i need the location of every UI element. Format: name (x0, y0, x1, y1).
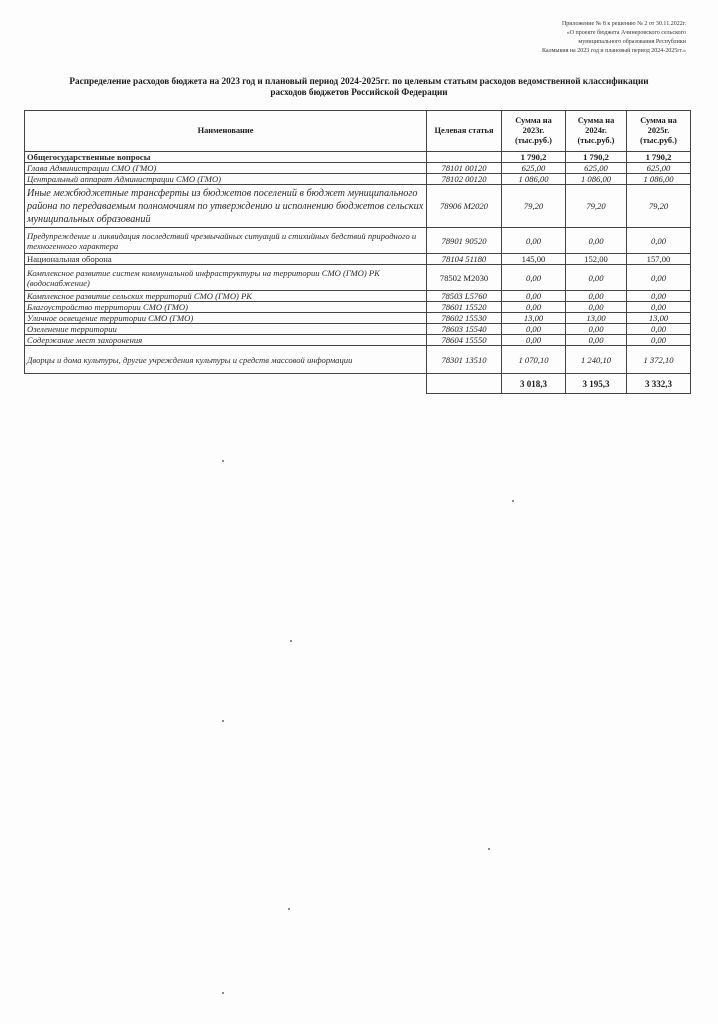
row-2024: 152,00 (566, 254, 627, 265)
row-2024: 0,00 (566, 291, 627, 302)
table-row (25, 324, 691, 335)
row-2025: 0,00 (627, 302, 691, 313)
row-name: Содержание мест захоронения (25, 335, 427, 346)
row-2023: 145,00 (502, 254, 566, 265)
table-row (25, 291, 691, 302)
row-2025: 0,00 (627, 335, 691, 346)
row-2023: 1 070,10 (502, 346, 566, 374)
row-2024: 13,00 (566, 313, 627, 324)
table-row (25, 346, 691, 374)
header-2023: Сумма на 2023г. (тыс.руб.) (502, 111, 566, 152)
row-2023: 0,00 (502, 228, 566, 254)
table-row (25, 163, 691, 174)
appendix-line: муниципального образования Республики (578, 39, 686, 45)
row-2023: 1 086,00 (502, 174, 566, 185)
appendix-line: «О проекте бюджета Ачинеровского сельского (566, 30, 686, 36)
table-row (25, 313, 691, 324)
appendix-note (456, 20, 686, 56)
row-2024: 79,20 (566, 185, 627, 228)
row-code: 78906 М2020 (427, 185, 502, 228)
row-code: 78301 13510 (427, 346, 502, 374)
appendix-line: Приложение № 8 к решению № 2 от 30.11.2022г. (561, 21, 686, 27)
totals-spacer (25, 374, 427, 394)
row-2024: 1 790,2 (566, 152, 627, 163)
title-line-1: Распределение расходов бюджета на 2023 год и плановый период 2024-2025гг. по целевым статьям расходов ведомственной классификации (69, 76, 649, 86)
row-name: Комплексное развитие систем коммунальной инфраструктуры на территории СМО (ГМО) РК (водоснабжение) (25, 265, 427, 291)
header-name: Наименование (25, 111, 427, 152)
row-2024: 1 240,10 (566, 346, 627, 374)
row-name: Общегосударственные вопросы (25, 152, 427, 163)
appendix-line: Калмыкия на 2023 год и плановый период 2024-2025гг.» (542, 48, 686, 54)
row-2025: 0,00 (627, 324, 691, 335)
row-code: 78603 15540 (427, 324, 502, 335)
row-2025: 625,00 (627, 163, 691, 174)
row-2025: 0,00 (627, 228, 691, 254)
row-2023: 0,00 (502, 324, 566, 335)
row-name: Центральный аппарат Администрации СМО (ГМО) (25, 174, 427, 185)
header-2024: Сумма на 2024г. (тыс.руб.) (566, 111, 627, 152)
total-2023: 3 018,3 (502, 374, 566, 394)
row-name: Предупреждение и ликвидация последствий чрезвычайных ситуаций и стихийных бедствий природного и техногенного характера (25, 228, 427, 254)
table-row (25, 265, 691, 291)
row-code: 78502 М2030 (427, 265, 502, 291)
scan-speck (288, 908, 290, 910)
row-2024: 0,00 (566, 335, 627, 346)
table-row (25, 185, 691, 228)
row-2024: 0,00 (566, 302, 627, 313)
row-2023: 0,00 (502, 335, 566, 346)
table-row (25, 152, 691, 163)
scan-speck (222, 992, 224, 994)
row-2025: 0,00 (627, 265, 691, 291)
totals-code-empty (427, 374, 502, 394)
row-2023: 0,00 (502, 291, 566, 302)
row-code: 78604 15550 (427, 335, 502, 346)
totals-row (25, 374, 691, 394)
row-2024: 0,00 (566, 324, 627, 335)
row-name: Благоустройство территории СМО (ГМО) (25, 302, 427, 313)
row-2023: 1 790,2 (502, 152, 566, 163)
row-code: 78104 51180 (427, 254, 502, 265)
row-2023: 79,20 (502, 185, 566, 228)
row-name: Национальная оборона (25, 254, 427, 265)
budget-table (24, 110, 691, 394)
row-2025: 1 086,00 (627, 174, 691, 185)
row-code: 78503 L5760 (427, 291, 502, 302)
row-2025: 1 790,2 (627, 152, 691, 163)
row-code: 78602 15530 (427, 313, 502, 324)
header-row (25, 111, 691, 152)
scan-speck (488, 848, 490, 850)
row-2024: 0,00 (566, 265, 627, 291)
row-code: 78601 15520 (427, 302, 502, 313)
row-name: Озеленение территории (25, 324, 427, 335)
row-2024: 0,00 (566, 228, 627, 254)
scan-speck (512, 500, 514, 502)
scan-speck (222, 460, 224, 462)
row-2025: 79,20 (627, 185, 691, 228)
table-row (25, 174, 691, 185)
table-row (25, 335, 691, 346)
row-2023: 13,00 (502, 313, 566, 324)
row-name: Комплексное развитие сельских территорий СМО (ГМО) РК (25, 291, 427, 302)
header-2025: Сумма на 2025г. (тыс.руб.) (627, 111, 691, 152)
row-name: Иные межбюджетные трансферты из бюджетов поселений в бюджет муниципального района по передаваемым полномочиям по утверждению и исполнению бюджетов сельских муниципальных образований (25, 185, 427, 228)
table-row (25, 302, 691, 313)
row-code: 78901 90520 (427, 228, 502, 254)
row-2023: 625,00 (502, 163, 566, 174)
table-row (25, 228, 691, 254)
row-2025: 13,00 (627, 313, 691, 324)
row-code (427, 152, 502, 163)
header-code: Целевая статья (427, 111, 502, 152)
row-code: 78102 00120 (427, 174, 502, 185)
total-2024: 3 195,3 (566, 374, 627, 394)
row-2025: 157,00 (627, 254, 691, 265)
row-2023: 0,00 (502, 302, 566, 313)
table-row (25, 254, 691, 265)
row-name: Глава Администрации СМО (ГМО) (25, 163, 427, 174)
row-2024: 625,00 (566, 163, 627, 174)
row-2025: 0,00 (627, 291, 691, 302)
row-2025: 1 372,10 (627, 346, 691, 374)
total-2025: 3 332,3 (627, 374, 691, 394)
document-title (24, 76, 694, 98)
scan-speck (290, 640, 292, 642)
row-name: Уличное освещение территории СМО (ГМО) (25, 313, 427, 324)
row-name: Дворцы и дома культуры, другие учреждения культуры и средств массовой информации (25, 346, 427, 374)
scan-speck (222, 720, 224, 722)
row-2023: 0,00 (502, 265, 566, 291)
title-line-2: расходов бюджетов Российской Федерации (270, 87, 448, 97)
row-code: 78101 00120 (427, 163, 502, 174)
row-2024: 1 086,00 (566, 174, 627, 185)
